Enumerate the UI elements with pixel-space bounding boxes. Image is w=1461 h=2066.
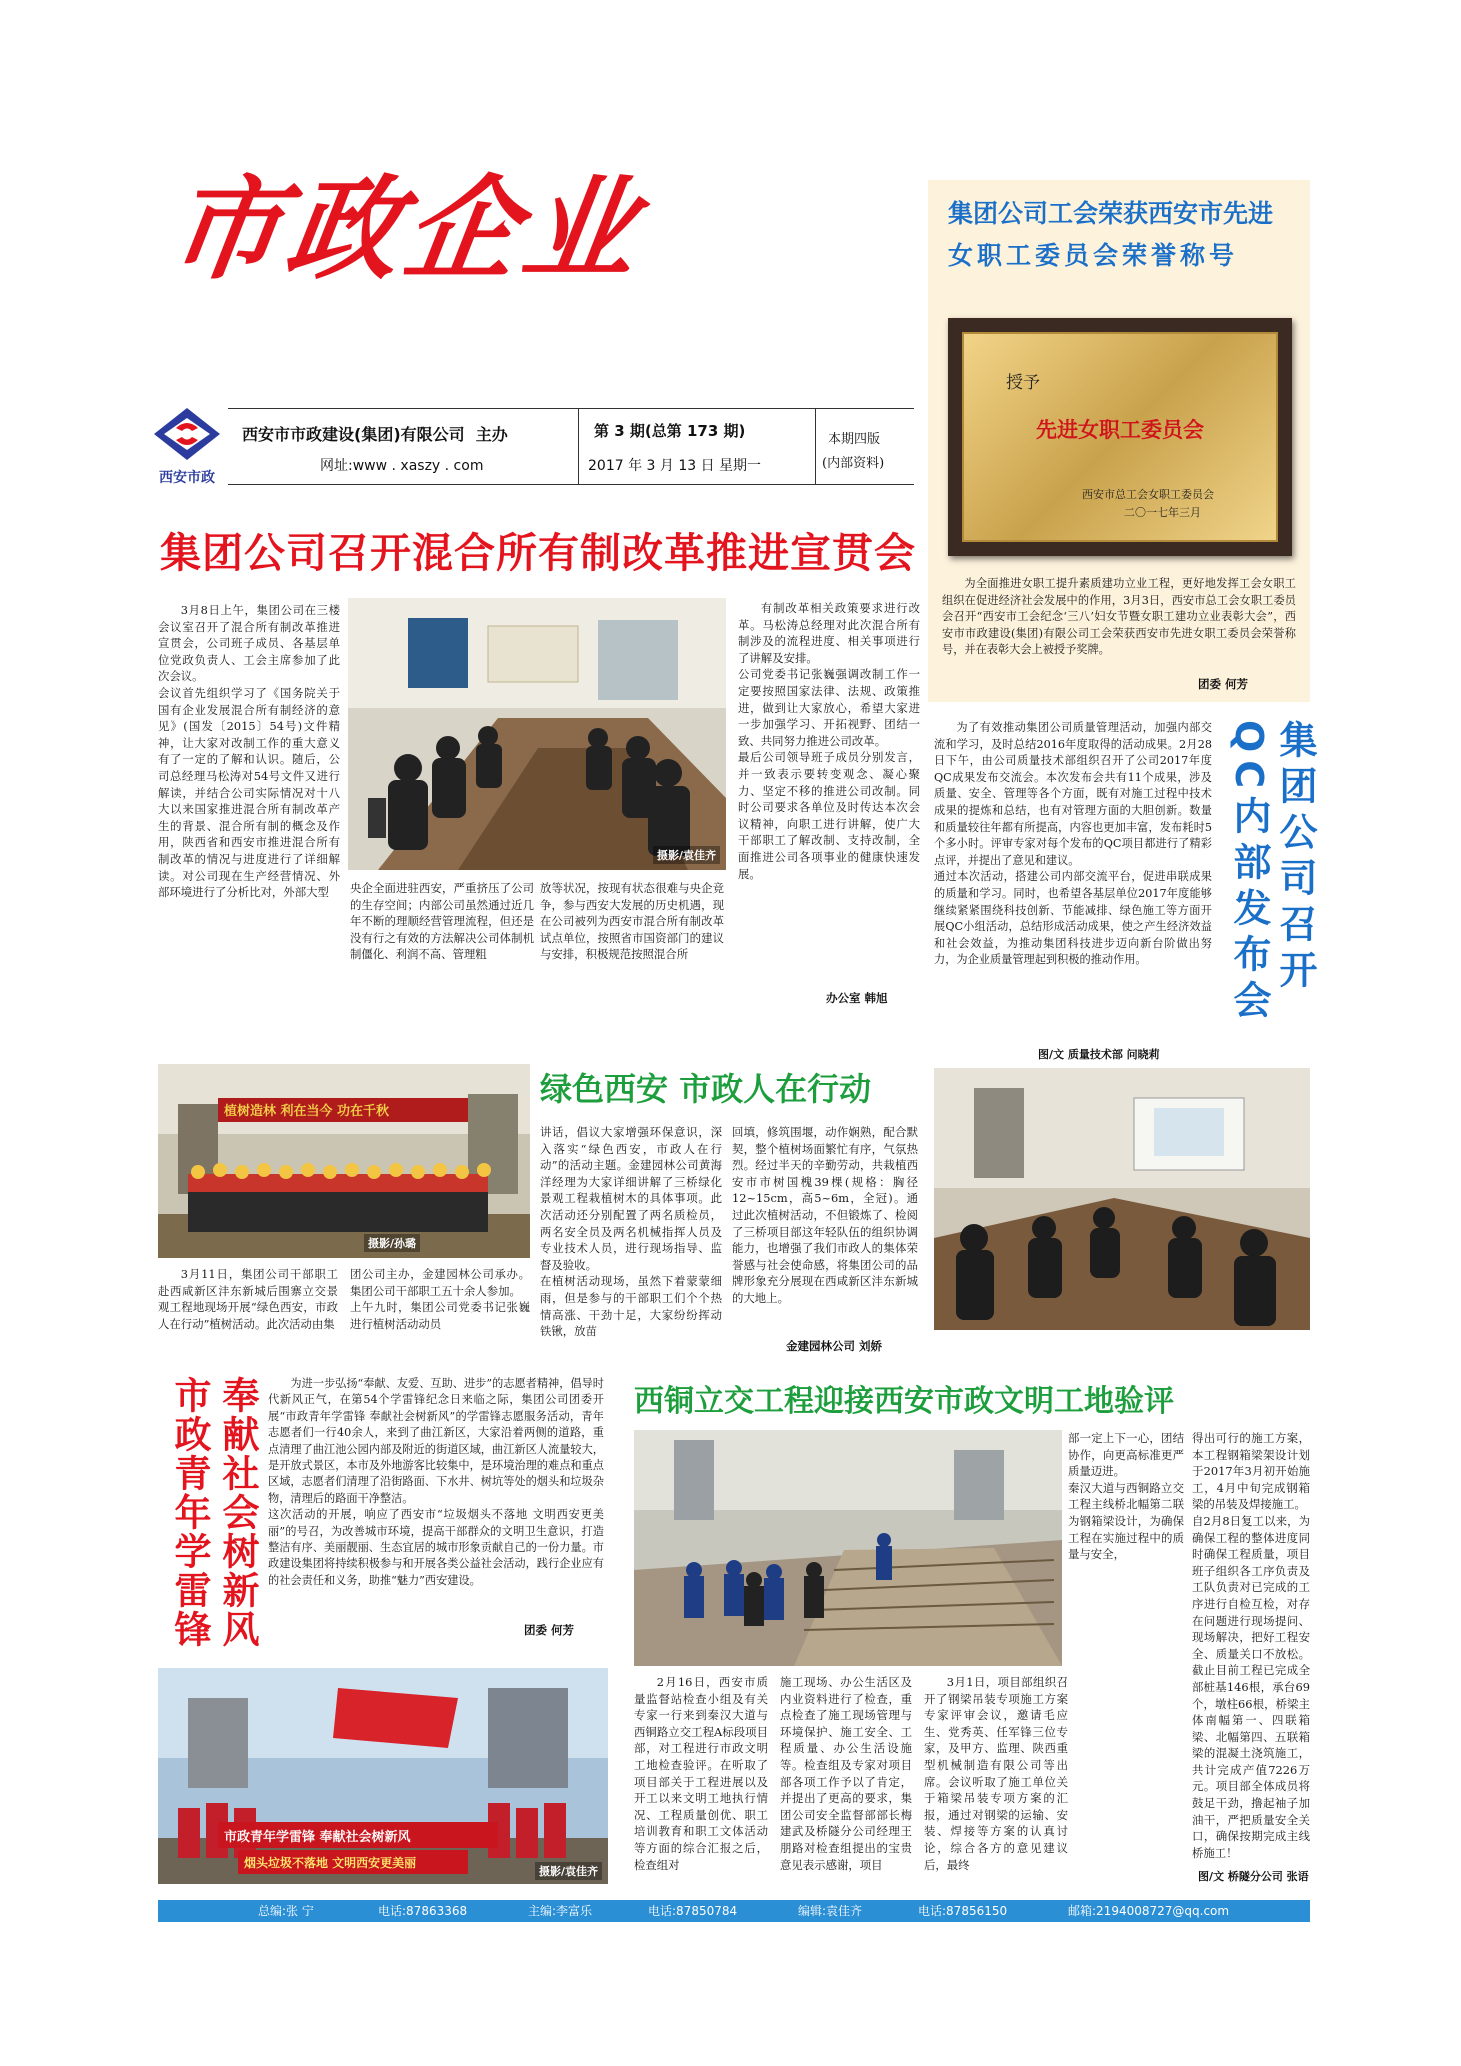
xitong-col-b2: 施工现场、办公生活区及内业资料进行了检查，重点检查了施工现场管理与环境保护、施工安全、工程质量、办公生活设施等。检查组及专家对项目部各项工作予以了肯定，并提出了更高的要求，集团公司安全监督部部长梅建武及桥隧分公司经理王朋路对检查组提出的宝贵意见表示感谢，项目 <box>780 1675 912 1872</box>
xitong-col-b3: 3月1日，项目部组织召开了钢梁吊装专项施工方案专家评审会议，邀请毛应生、党秀英、任军锋三位专家，及甲方、监理、陕西重型机械制造有限公司等出席。会议听取了施工单位关于箱梁吊装专项方案的汇报，通过对钢梁的运输、安装、焊接等方案的认真讨论，综合各方的意见建议后，最终 <box>924 1675 1068 1872</box>
issue-date: 2017 年 3 月 13 日 星期一 <box>588 458 762 474</box>
qc-signature: 图/文 质量技术部 问晓莉 <box>1038 1048 1160 1061</box>
youth-photo <box>158 1668 608 1884</box>
footer-editor: 编辑:袁佳齐 <box>798 1904 863 1918</box>
footer-phone-1: 电话:87863368 <box>378 1904 468 1918</box>
lead-col-2: 央企全面进驻西安，严重挤压了公司的生存空间；内部公司虽然通过近几年不断的理顺经营管理流程，但还是没有行之有效的方法解决公司体制机制僵化、利润不高、管理粗 <box>350 881 534 962</box>
youth-headline-b: 市政青年学雷锋 <box>168 1376 211 1649</box>
xitong-headline: 西铜立交工程迎接西安市政文明工地验评 <box>634 1384 1174 1419</box>
internal-note: (内部资料) <box>822 456 885 471</box>
xitong-col-right-2: 得出可行的施工方案，本工程钢箱梁架设计划于2017年3月初开始施工，4月中旬完成钢箱梁的吊装及焊接施工。 自2月8日复工以来，为确保工程的整体进度同时确保工程质量，项目班子组织各工序负责及工队负责对已完成的工序进行自检互检，对存在问题进行现场提问、现场解决，把好工程安全、质量关口不放松。截止目前工程已完成全部桩基146根，承台69个，墩柱66根，桥梁主体南幅第一、四联箱梁、北幅第四、五联箱梁的混凝土浇筑施工，共计完成产值7226万元。项目部全体成员将鼓足干劲，撸起袖子加油干，严把质量安全关口，确保按期完成主线桥施工！ <box>1192 1431 1310 1860</box>
youth-photo-credit: 摄影/袁佳齐 <box>535 1862 602 1880</box>
award-headline-2: 女职工委员会荣誉称号 <box>948 241 1239 270</box>
xitong-photo <box>634 1430 1062 1666</box>
lead-photo <box>348 598 726 870</box>
plaque-title: 先进女职工委员会 <box>1036 418 1204 442</box>
lead-col-3: 放等状况，按现有状态很难与央企竞争，参与西安大发展的历史机遇，现在公司被列为西安市混合所有制改革试点单位，按照省市国资部门的建议与安排，积极规范按照混合所 <box>540 881 724 962</box>
construction-site-image <box>634 1430 1062 1666</box>
award-panel <box>928 180 1310 702</box>
xitong-col-b1: 2月16日，西安市质量监督站检查小组及有关专家一行来到秦汉大道与西铜路立交工程A标段项目部，对工程进行市政文明工地检查验评。在听取了项目部关于工程进展以及开工以来文明工地执行情况、工程质量创优、职工培训教育和职工文体活动等方面的综合汇报之后，检查组对 <box>634 1675 768 1872</box>
company-logo <box>148 404 226 484</box>
footer-chief-editor: 主编:李富乐 <box>528 1904 593 1918</box>
footer-email: 邮箱:2194008727@qq.com <box>1068 1904 1230 1918</box>
youth-banner-2: 烟头垃圾不落地 文明西安更美丽 <box>244 1856 417 1870</box>
publisher-name: 西安市市政建设(集团)有限公司 <box>242 425 465 444</box>
youth-signature: 团委 何芳 <box>524 1623 575 1637</box>
award-signature: 团委 何芳 <box>1198 677 1249 691</box>
masthead-divider <box>578 408 579 484</box>
green-col-2: 团公司主办，金建园林公司承办。集团公司干部职工五十余人参加。 上午九时，集团公司党委书记张巍进行植树活动动员 <box>350 1267 530 1331</box>
green-col-1: 3月11日，集团公司干部职工赴西咸新区沣东新城后围寨立交景观工程地现场开展“绿色西安，市政人在行动”植树活动。此次活动由集 <box>158 1267 338 1331</box>
qc-headline-a: 集团公司召开 <box>1273 720 1317 996</box>
tree-planting-image <box>158 1064 530 1258</box>
plaque-grant: 授予 <box>1006 373 1040 393</box>
green-col-4: 回填，修筑围堰，动作娴熟，配合默契，整个植树场面繁忙有序，气氛热烈。经过半天的辛勤劳动，共栽植西安市市树国槐39棵(规格：胸径12~15cm，高5~6m，全冠)。通过此次植树活动，不但锻炼了、检阅了三桥项目部这年轻队伍的组织协调能力，也增强了我们市政人的集体荣誉感与社会使命感，将集团公司的品牌形象充分展现在西咸新区沣东新城的大地上。 <box>732 1125 918 1305</box>
footer-phone-3: 电话:87856150 <box>918 1904 1008 1918</box>
masthead-rule-bottom <box>228 484 914 485</box>
website: 网址:www . xaszy . com <box>320 458 484 474</box>
logo-text: 西安市政 <box>159 470 215 486</box>
award-headline-1: 集团公司工会荣获西安市先进 <box>948 199 1274 228</box>
volunteers-image <box>158 1668 608 1884</box>
masthead-divider-2 <box>815 408 816 484</box>
sponsor-role: 主办 <box>475 425 508 444</box>
footer-bar <box>158 1900 1310 1922</box>
meeting-room-image <box>348 598 726 870</box>
youth-body: 为进一步弘扬“奉献、友爱、互助、进步”的志愿者精神，倡导时代新风正气，在第54个学雷锋纪念日来临之际，集团公司团委开展“市政青年学雷锋 奉献社会树新风”的学雷锋志愿服务活动，青年志愿者们一行40余人，来到了曲江新区，大家沿着两侧的道路，重点清理了曲江池公园内部及附近的街道区域，曲江新区人流量较大，是开放式景区，本市及外地游客比较集中，是环境治理的难点和重点区域，志愿者们清理了沿街路面、下水井、树坑等处的烟头和垃圾杂物，清理后的路面干净整洁。 这次活动的开展，响应了西安市“垃圾烟头不落地 文明西安更美丽”的号召，为改善城市环境，提高干部群众的文明卫生意识，打造整洁有序、美丽靓丽、生态宜居的城市形象贡献自己的一份力量。市政建设集团将持续积极参与和开展各类公益社会活动，践行企业应有的社会责任和义务，助推“魅力”西安建设。 <box>268 1377 604 1587</box>
lead-col-4: 有制改革相关政策要求进行改革。马松涛总经理对此次混合所有制涉及的流程进度、相关事项进行了讲解及安排。 公司党委书记张巍强调改制工作一定要按照国家法律、法规、政策推进，做到让大家放心，希望大家进一步加强学习、开拓视野、团结一致、共同努力推进公司改革。 最后公司领导班子成员分别发言，并一致表示要转变观念、凝心聚力、坚定不移的推进公司改制。同时公司要求各单位及时传达本次会议精神，向职工进行讲解，使广大干部职工了解改制、支持改制，全面推进公司各项事业的健康快速发展。 <box>738 601 920 881</box>
green-banner-text: 植树造林 利在当今 功在千秋 <box>224 1104 390 1119</box>
green-headline: 绿色西安 市政人在行动 <box>540 1070 872 1108</box>
plaque-org: 西安市总工会女职工委员会 <box>1082 488 1214 501</box>
award-plaque <box>948 318 1292 556</box>
youth-headline-a: 奉献社会树新风 <box>216 1376 259 1649</box>
lead-photo-credit: 摄影/袁佳齐 <box>653 846 720 864</box>
qc-photo <box>934 1068 1310 1330</box>
qc-body: 为了有效推动集团公司质量管理活动，加强内部交流和学习，及时总结2016年度取得的活动成果。2月28日下午，由公司质量技术部组织召开了公司2017年度QC成果发布交流会。本次发布会共有11个成果，涉及质量、安全、管理等各个方面，既有对施工过程中技术成果的提炼和总结，也有对管理方面的大胆创新。数量和质量较往年都有所提高，内容也更加丰富，发布耗时5个多小时。评审专家对每个发布的QC项目都进行了精彩点评，并提出了意见和建议。 通过本次活动，搭建公司内部交流平台，促进串联成果的质量和学习。同时，也希望各基层单位2017年度能够继续紧紧围绕科技创新、节能减排、绿色施工等方面开展QC小组活动，总结形成活动成果，使之产生经济效益和社会效益，为推动集团科技进步迈向新台阶做出努力，为企业质量管理起到积极的推动作用。 <box>934 721 1212 967</box>
green-signature: 金建园林公司 刘娇 <box>786 1339 883 1353</box>
qc-headline-b: QC内部发布会 <box>1227 720 1271 1027</box>
xitong-signature: 图/文 桥隧分公司 张语 <box>1198 1870 1309 1883</box>
xitong-col-right-1: 部一定上下一心，团结协作，向更高标准更严质量迈进。 秦汉大道与西铜路立交工程主线桥北幅第二联为钢箱梁设计，为确保工程在实施过程中的质量与安全， <box>1068 1431 1184 1562</box>
masthead-title: 市政企业 <box>160 164 652 295</box>
plaque-date: 二〇一七年三月 <box>1124 506 1201 519</box>
green-col-3: 讲话，倡议大家增强环保意识，深入落实“绿色西安，市政人在行动”的活动主题。金建园林公司黄海洋经理为大家详细讲解了三桥绿化景观工程栽植树木的具体事项。此次活动还分别配置了两名质检员，两名安全员及两名机械指挥人员及专业技术人员，进行现场指导、监督及验收。 在植树活动现场，虽然下着蒙蒙细雨，但是参与的干部职工们个个热情高涨、干劲十足，大家纷纷挥动铁锹，放苗 <box>540 1125 722 1339</box>
lead-col-1: 3月8日上午，集团公司在三楼会议室召开了混合所有制改革推进宣贯会，公司班子成员、各基层单位党政负责人、工会主席参加了此次会议。 会议首先组织学习了《国务院关于国有企业发展混合所有制经济的意见》(国发〔2015〕54号)文件精神，让大家对改制工作的重大意义有了一定的了解和认识。随后，公司总经理马松涛对54号文件又进行解读，并结合公司实际情况对十八大以来国家推进混合所有制改革产生的背景、混合所有制的概念及作用，陕西省和西安市推进混合所有制改革的情况与进度进行了详细解读。对公司现在生产经营情况、外部环境进行了分析比对，外部大型 <box>158 603 340 900</box>
plaque-face <box>962 332 1278 542</box>
qc-meeting-image <box>934 1068 1310 1330</box>
issue-number: 第 3 期(总第 173 期) <box>594 422 746 440</box>
lead-headline: 集团公司召开混合所有制改革推进宣贯会 <box>160 529 916 577</box>
green-photo-credit: 摄影/孙璐 <box>364 1234 420 1252</box>
masthead-rule <box>228 408 914 409</box>
logo-mark-icon <box>148 404 226 466</box>
lead-signature: 办公室 韩旭 <box>826 991 888 1005</box>
footer-editor-in-chief: 总编:张 宁 <box>258 1904 314 1918</box>
youth-banner-1: 市政青年学雷锋 奉献社会树新风 <box>224 1830 411 1845</box>
publisher-line <box>242 422 572 445</box>
page-count: 本期四版 <box>828 432 881 447</box>
award-body: 为全面推进女职工提升素质建功立业工程，更好地发挥工会女职工组织在促进经济社会发展中的作用，3月3日，西安市总工会女职工委员会召开“西安市工会纪念‘三八’妇女节暨女职工建功立业表彰大会”，西安市市政建设(集团)有限公司工会荣获西安市先进女职工委员会荣誉称号，并在表彰大会上被授予奖牌。 <box>942 577 1296 656</box>
green-photo <box>158 1064 530 1258</box>
footer-phone-2: 电话:87850784 <box>648 1904 738 1918</box>
